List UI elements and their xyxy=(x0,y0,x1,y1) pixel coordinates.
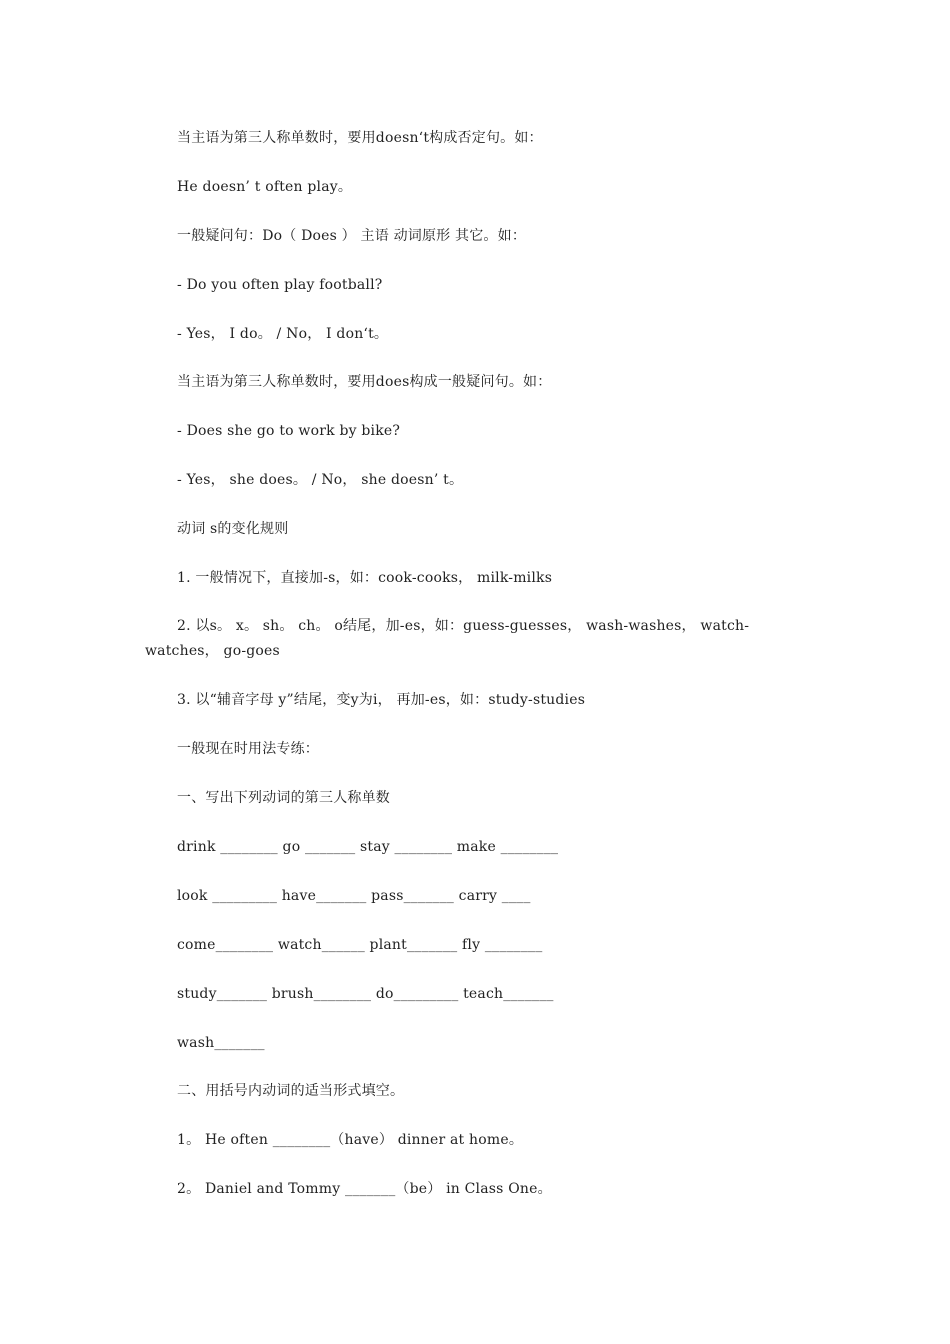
text-line-negative-third-person: 当主语为第三人称单数时，要用doesn‘t构成否定句。如： xyxy=(177,130,543,146)
section-heading-practice: 一般现在时用法专练： xyxy=(177,741,319,757)
text-line-example-negative: He doesn’ t often play。 xyxy=(177,179,353,195)
exercise-2-item-2: 2。 Daniel and Tommy _______（be） in Class One。 xyxy=(177,1181,552,1197)
exercise-1-row-4: study_______ brush________ do_________ teach_______ xyxy=(177,986,554,1002)
rule-item-1: 1. 一般情况下，直接加-s，如：cook-cooks， milk-milks xyxy=(177,570,553,586)
exercise-heading-1: 一、写出下列动词的第三人称单数 xyxy=(177,790,390,806)
text-line-question-example: - Do you often play football? xyxy=(177,277,383,293)
text-line-answer-example: - Yes， I do。 / No， I don‘t。 xyxy=(177,326,389,342)
section-heading-verb-rules: 动词 s的变化规则 xyxy=(177,521,289,537)
text-line-does-answer-example: - Yes， she does。 / No， she doesn’ t。 xyxy=(177,472,464,488)
text-line-does-question-example: - Does she go to work by bike? xyxy=(177,423,401,439)
exercise-2-item-1: 1。 He often ________（have） dinner at home。 xyxy=(177,1132,524,1148)
exercise-1-row-3: come________ watch______ plant_______ fly ________ xyxy=(177,937,543,953)
exercise-1-row-5: wash_______ xyxy=(177,1035,265,1051)
rule-item-3: 3. 以“辅音字母 y”结尾，变y为i， 再加-es，如：study-studies xyxy=(177,692,586,708)
exercise-heading-2: 二、用括号内动词的适当形式填空。 xyxy=(177,1083,405,1099)
exercise-1-row-1: drink ________ go _______ stay ________ make ________ xyxy=(177,839,559,855)
rule-item-2: 2. 以s。 x。 sh。 ch。 o结尾，加-es，如：guess-guesses， wash-washes， watch-watches， go-goes xyxy=(145,618,750,659)
exercise-1-row-2: look _________ have_______ pass_______ carry ____ xyxy=(177,888,531,904)
text-line-question-rule: 一般疑问句：Do（ Does ） 主语 动词原形 其它。如： xyxy=(177,228,527,244)
text-line-does-question-rule: 当主语为第三人称单数时，要用does构成一般疑问句。如： xyxy=(177,374,552,390)
